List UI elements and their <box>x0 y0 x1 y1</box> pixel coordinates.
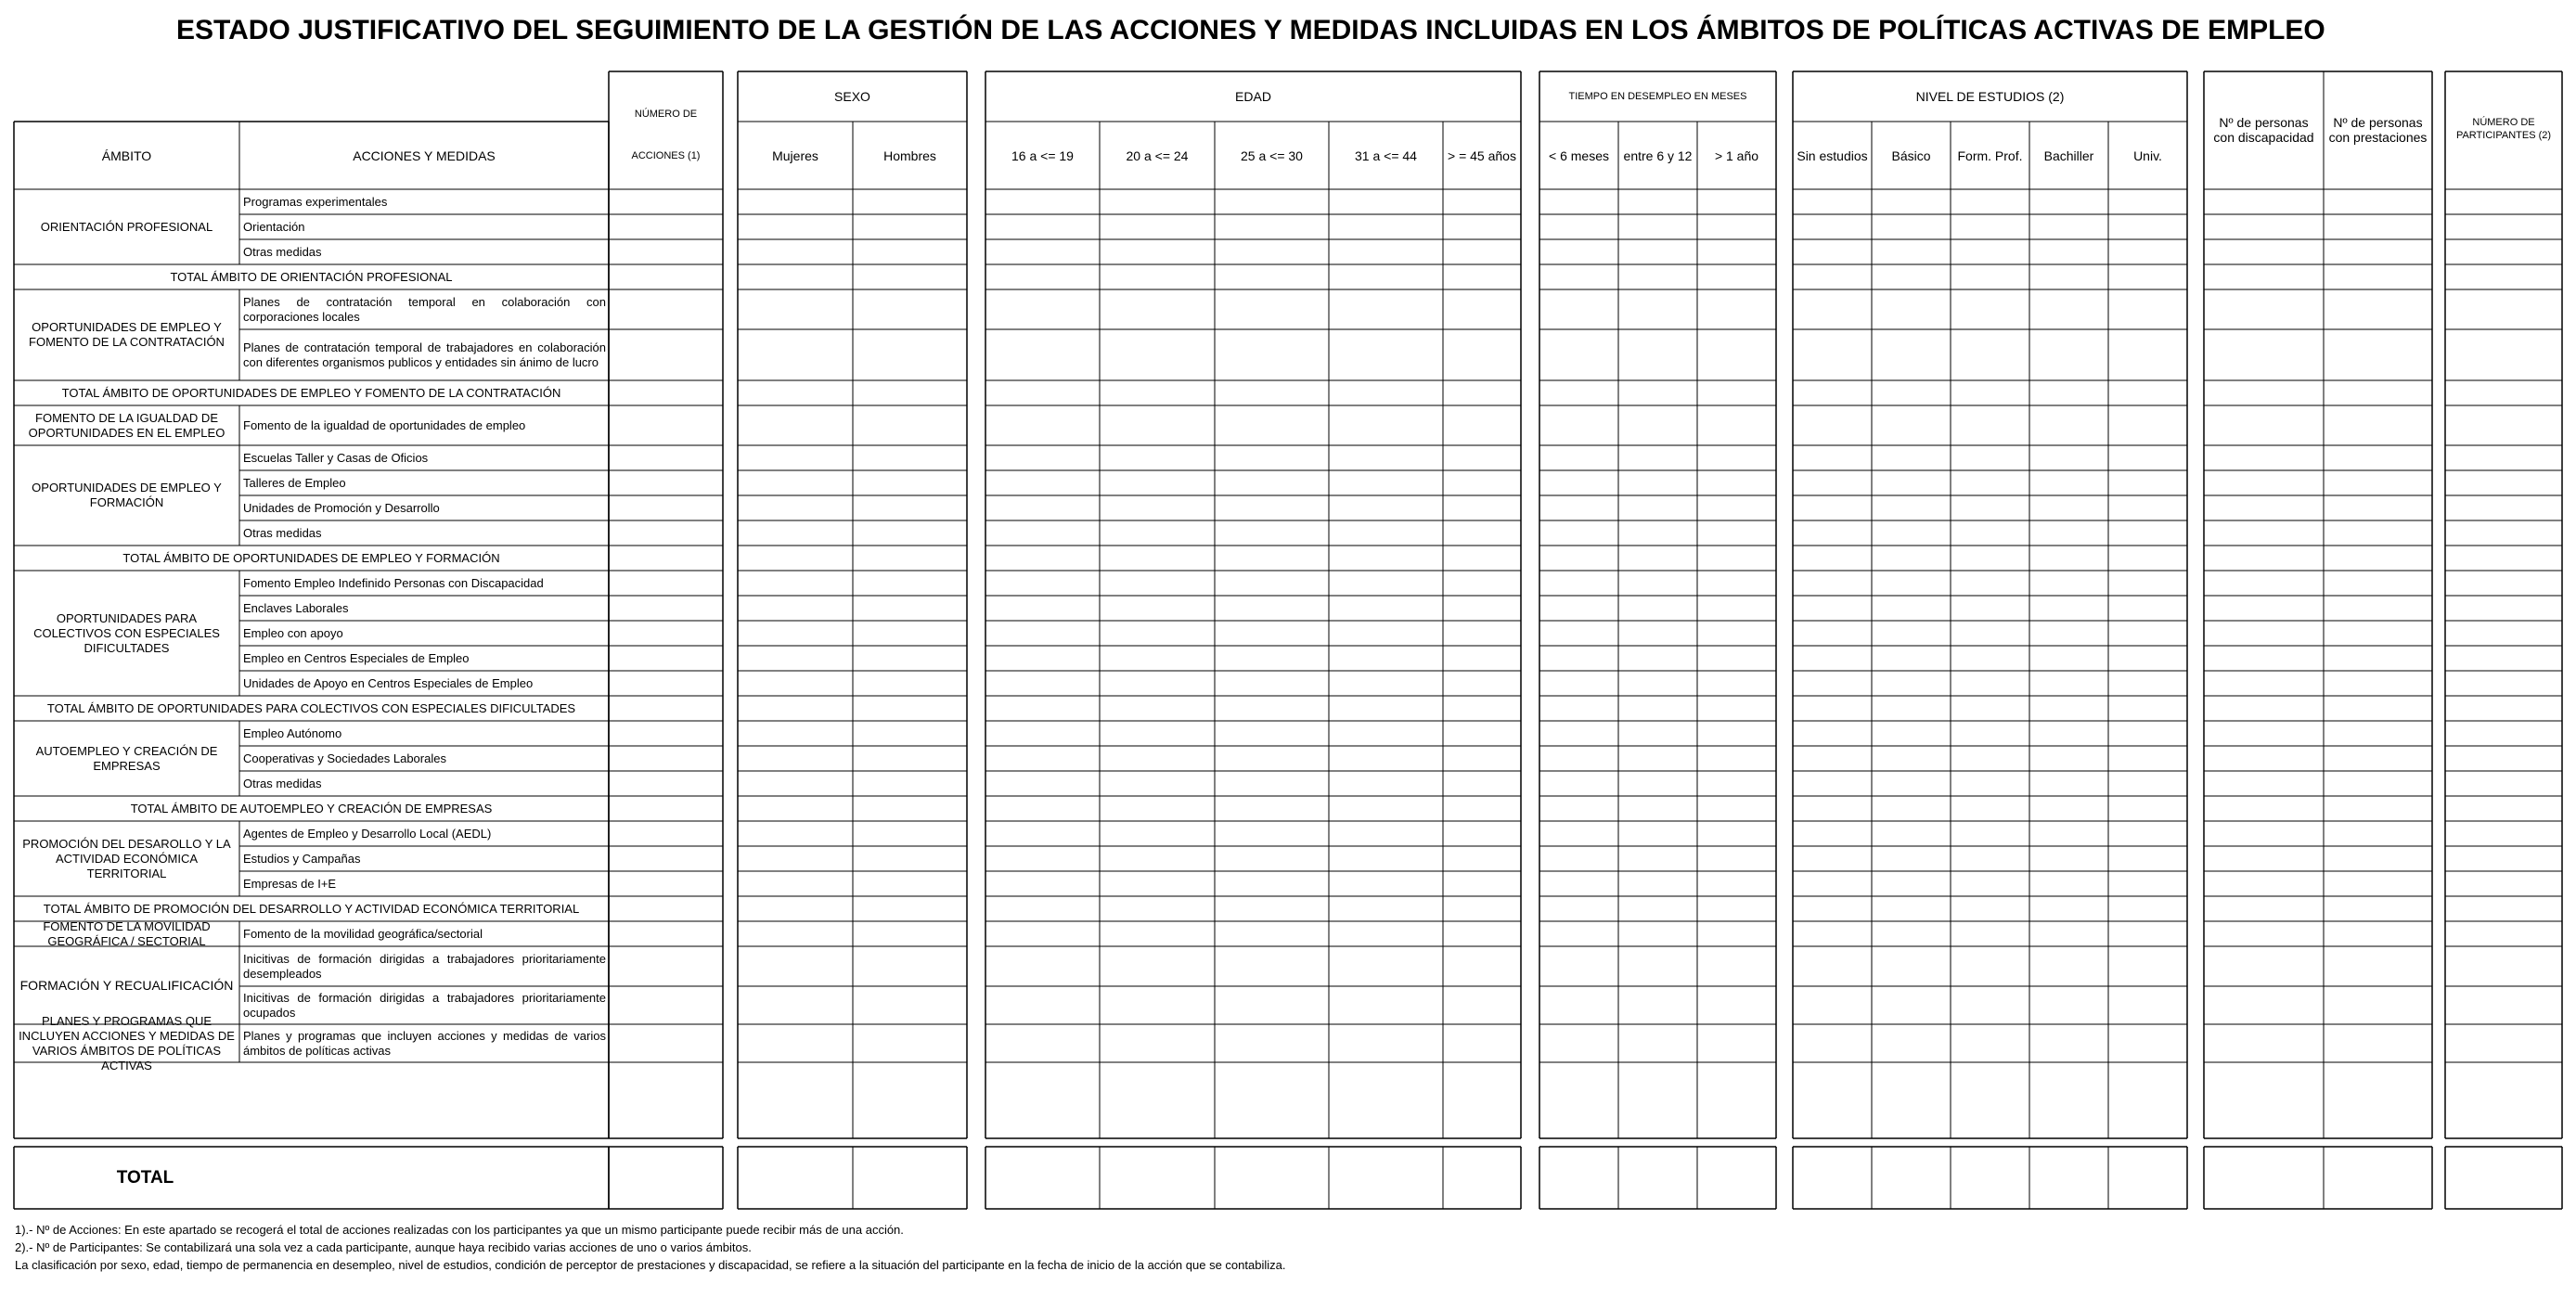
header-sexo: SEXO <box>834 89 870 104</box>
header-nivel: NIVEL DE ESTUDIOS (2) <box>1915 89 2065 104</box>
ambito-label: ORIENTACIÓN PROFESIONAL <box>40 219 213 234</box>
header-edad-col: > = 45 años <box>1448 148 1516 163</box>
ambito-label: OPORTUNIDADES PARA COLECTIVOS CON ESPECIALES DIFICULTADES <box>33 610 220 655</box>
ambito-total-label: TOTAL ÁMBITO DE ORIENTACIÓN PROFESIONAL <box>170 269 453 284</box>
header-hombres: Hombres <box>883 148 936 163</box>
footnotes <box>15 1221 2520 1274</box>
header-discapacidad: Nº de personas con discapacidad <box>2213 115 2314 145</box>
ambito-label: FOMENTO DE LA IGUALDAD DE OPORTUNIDADES EN EL EMPLEO <box>28 410 225 440</box>
action-label: Escuelas Taller y Casas de Oficios <box>243 450 429 465</box>
footnote-2: 2).- Nº de Participantes: Se contabilizará una sola vez a cada participante, aunque haya recibido varias acciones de uno o varios ámbitos. <box>15 1240 752 1254</box>
action-label: Agentes de Empleo y Desarrollo Local (AEDL) <box>243 826 492 841</box>
ambito-label: OPORTUNIDADES DE EMPLEO Y FORMACIÓN <box>32 481 222 509</box>
header-prestaciones: Nº de personas con prestaciones <box>2328 115 2428 145</box>
header-tiempo: TIEMPO EN DESEMPLEO EN MESES <box>1568 91 1747 102</box>
ambito-total-label: TOTAL ÁMBITO DE OPORTUNIDADES DE EMPLEO Y FOMENTO DE LA CONTRATACIÓN <box>61 385 561 400</box>
action-label: Fomento de la movilidad geográfica/sectorial <box>243 926 483 941</box>
header-nivel-col: Sin estudios <box>1797 148 1868 163</box>
action-label: Orientación <box>243 219 305 234</box>
ambito-total-label: TOTAL ÁMBITO DE PROMOCIÓN DEL DESARROLLO Y ACTIVIDAD ECONÓMICA TERRITORIAL <box>43 901 580 916</box>
header-edad-col: 31 a <= 44 <box>1355 148 1417 163</box>
header-acciones-medidas: ACCIONES Y MEDIDAS <box>353 148 496 163</box>
action-label: Planes de contratación temporal en colaboración con corporaciones locales <box>243 294 606 324</box>
action-label: Estudios y Campañas <box>243 851 361 866</box>
ambito-label: PLANES Y PROGRAMAS QUE INCLUYEN ACCIONES Y MEDIDAS DE VARIOS ÁMBITOS DE POLÍTICAS ACTIVAS <box>19 1013 235 1072</box>
action-label: Fomento Empleo Indefinido Personas con Discapacidad <box>243 575 544 590</box>
header-participantes: NÚMERO DE PARTICIPANTES (2) <box>2455 117 2552 141</box>
action-label: Otras medidas <box>243 244 322 259</box>
action-label: Empleo con apoyo <box>243 625 343 640</box>
ambito-label: OPORTUNIDADES DE EMPLEO Y FOMENTO DE LA CONTRATACIÓN <box>29 320 225 349</box>
header-tiempo-col: < 6 meses <box>1549 148 1609 163</box>
action-label: Empleo Autónomo <box>243 726 342 740</box>
ambito-label: FORMACIÓN Y RECUALIFICACIÓN <box>19 978 234 993</box>
ambito-label: FOMENTO DE LA MOVILIDAD GEOGRÁFICA / SECTORIAL <box>43 918 211 948</box>
header-tiempo-col: > 1 año <box>1714 148 1759 163</box>
header-numero-acciones-2: ACCIONES (1) <box>631 149 701 161</box>
action-label: Fomento de la igualdad de oportunidades de empleo <box>243 417 526 432</box>
action-label: Cooperativas y Sociedades Laborales <box>243 751 446 765</box>
action-label: Planes y programas que incluyen acciones y medidas de varios ámbitos de políticas activas <box>243 1028 606 1058</box>
ambito-total-label: TOTAL ÁMBITO DE AUTOEMPLEO Y CREACIÓN DE EMPRESAS <box>130 801 493 815</box>
grand-total-label: TOTAL <box>116 1167 174 1188</box>
action-label: Programas experimentales <box>243 194 388 209</box>
action-label: Enclaves Laborales <box>243 600 349 615</box>
header-edad-col: 16 a <= 19 <box>1011 148 1074 163</box>
header-tiempo-col: entre 6 y 12 <box>1623 148 1693 163</box>
action-label: Talleres de Empleo <box>243 475 346 490</box>
header-nivel-col: Univ. <box>2133 148 2162 163</box>
page-title: ESTADO JUSTIFICATIVO DEL SEGUIMIENTO DE LA GESTIÓN DE LAS ACCIONES Y MEDIDAS INCLUIDAS EN LOS ÁMBITOS DE POLÍTICAS ACTIVAS DE EMPLEO <box>176 15 2325 45</box>
header-nivel-col: Form. Prof. <box>1957 148 2023 163</box>
action-label: Otras medidas <box>243 776 322 790</box>
header-edad-col: 20 a <= 24 <box>1126 148 1189 163</box>
action-label: Planes de contratación temporal de trabajadores en colaboración con diferentes organismos publicos y entidades sin ánimo de lucro <box>243 340 606 369</box>
ambito-label: PROMOCIÓN DEL DESAROLLO Y LA ACTIVIDAD ECONÓMICA TERRITORIAL <box>22 836 231 880</box>
footnote-3: La clasificación por sexo, edad, tiempo de permanencia en desempleo, nivel de estudios, condición de perceptor de prestaciones y discapacidad, se refiere a la situación del participante en la fecha de inicio de la acción que se contabiliza. <box>15 1258 1286 1272</box>
action-label: Inicitivas de formación dirigidas a trabajadores prioritariamente desempleados <box>243 951 606 981</box>
action-label: Unidades de Apoyo en Centros Especiales de Empleo <box>243 675 534 690</box>
action-label: Empresas de I+E <box>243 876 337 891</box>
header-nivel-col: Bachiller <box>2043 148 2094 163</box>
action-label: Otras medidas <box>243 525 322 540</box>
header-ambito: ÁMBITO <box>101 148 152 163</box>
header-edad-col: 25 a <= 30 <box>1241 148 1303 163</box>
header-numero-acciones: NÚMERO DE <box>634 108 698 120</box>
header-edad: EDAD <box>1235 89 1271 104</box>
action-label: Empleo en Centros Especiales de Empleo <box>243 650 470 665</box>
ambito-label: AUTOEMPLEO Y CREACIÓN DE EMPRESAS <box>35 743 218 773</box>
action-label: Unidades de Promoción y Desarrollo <box>243 500 440 515</box>
footnote-1: 1).- Nº de Acciones: En este apartado se recogerá el total de acciones realizadas con los participantes ya que un mismo participante puede recibir más de una acción. <box>15 1223 904 1237</box>
action-label: Inicitivas de formación dirigidas a trabajadores prioritariamente ocupados <box>243 990 606 1020</box>
ambito-total-label: TOTAL ÁMBITO DE OPORTUNIDADES PARA COLECTIVOS CON ESPECIALES DIFICULTADES <box>46 700 576 715</box>
header-mujeres: Mujeres <box>772 148 818 163</box>
ambito-total-label: TOTAL ÁMBITO DE OPORTUNIDADES DE EMPLEO Y FORMACIÓN <box>122 550 500 565</box>
header-nivel-col: Básico <box>1891 148 1931 163</box>
